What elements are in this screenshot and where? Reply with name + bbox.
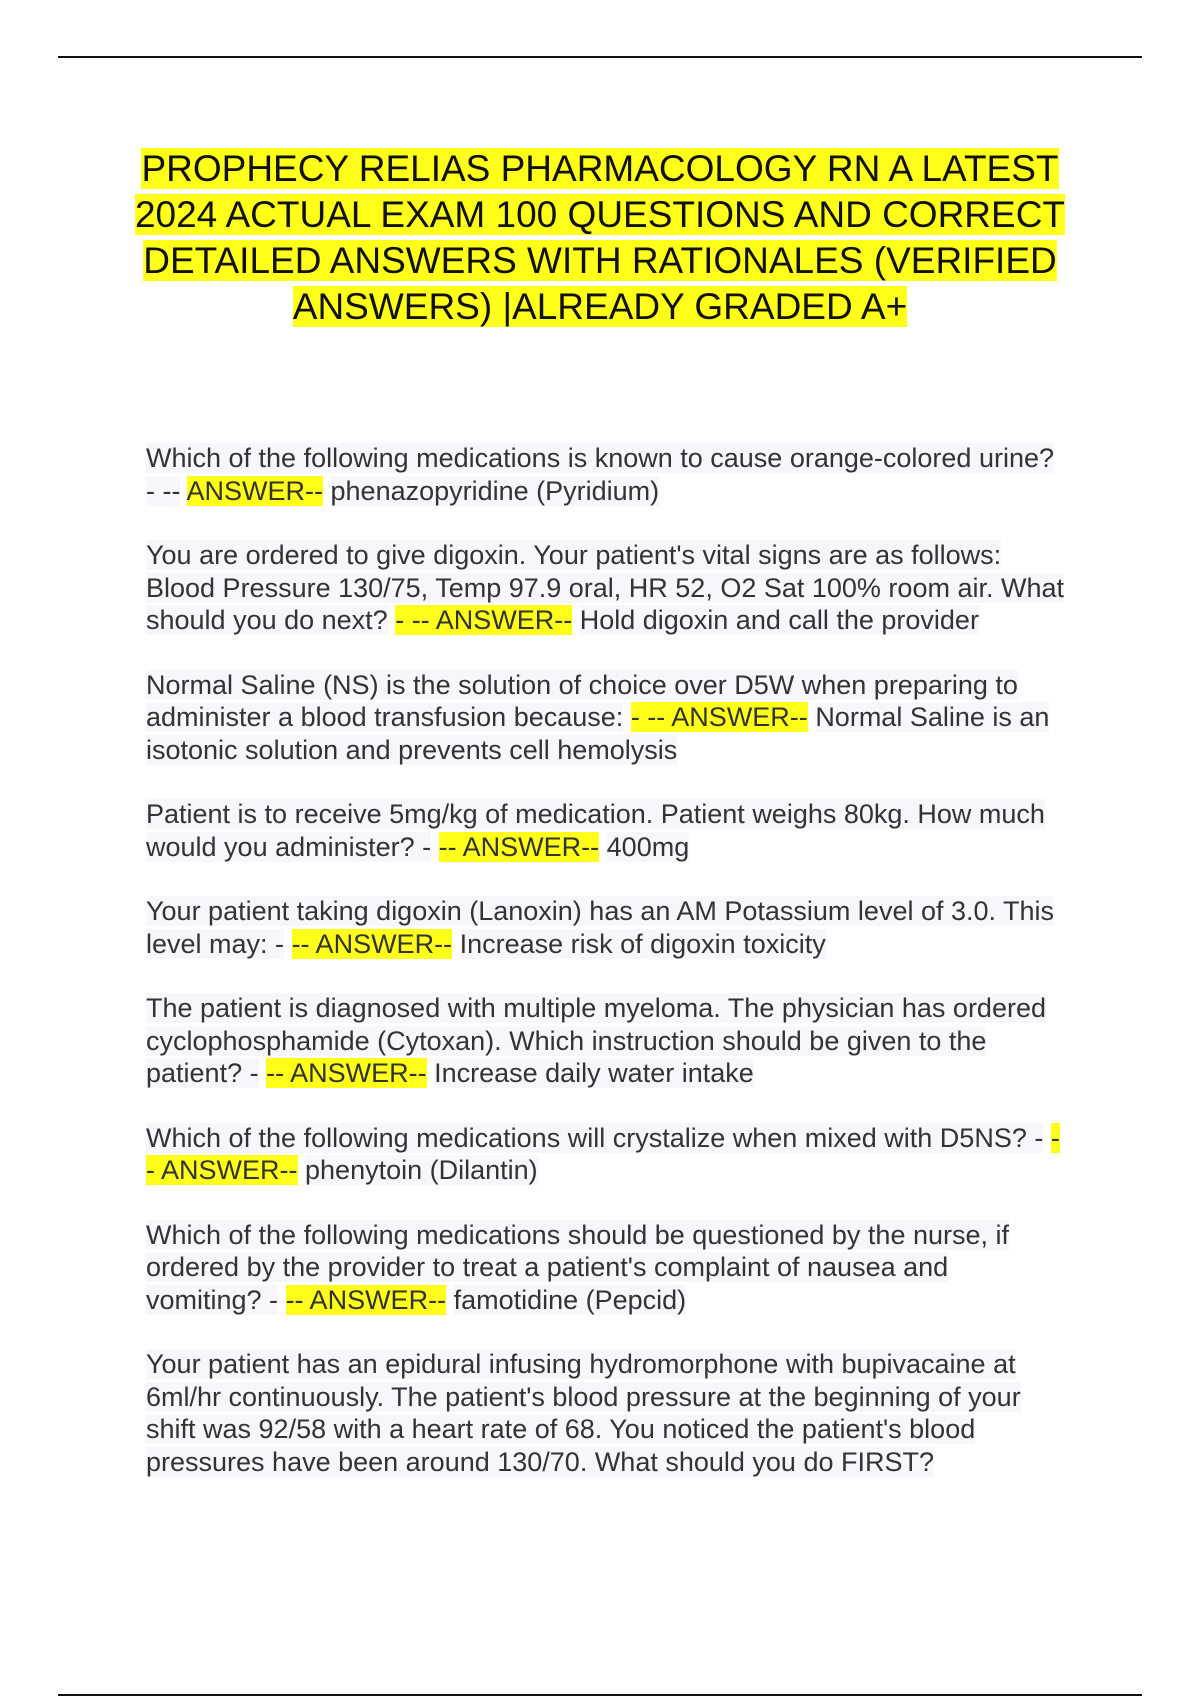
qa-item <box>146 539 1066 637</box>
question-text: Your patient taking digoxin (Lanoxin) has an AM Potassium level of 3.0. This level may: - <box>146 896 1055 959</box>
qa-item <box>146 1348 1066 1478</box>
document-title-text: PROPHECY RELIAS PHARMACOLOGY RN A LATEST 2024 ACTUAL EXAM 100 QUESTIONS AND CORRECT DETAILED ANSWERS WITH RATIONALES (VERIFIED ANSWERS) |ALREADY GRADED A+ <box>134 148 1066 327</box>
answer-text: 400mg <box>606 831 690 862</box>
answer-tag: - -- ANSWER-- <box>395 605 573 635</box>
qa-item <box>146 1219 1066 1317</box>
qa-item <box>146 895 1066 960</box>
answer-tag: ANSWER-- <box>186 475 323 506</box>
qa-list <box>146 442 1066 1510</box>
answer-text: phenazopyridine (Pyridium) <box>330 475 660 506</box>
question-text: Patient is to receive 5mg/kg of medication. Patient weighs 80kg. How much would you administer? - <box>146 799 1045 862</box>
question-text: You are ordered to give digoxin. Your patient's vital signs are as follows: Blood Pressure 130/75, Temp 97.9 oral, HR 52, O2 Sat 100% room air. What should you do next? <box>146 540 1064 635</box>
qa-item <box>146 798 1066 863</box>
answer-text: famotidine (Pepcid) <box>453 1284 687 1315</box>
header-rule <box>58 56 1142 58</box>
answer-text: Increase daily water intake <box>434 1058 754 1088</box>
document-title <box>120 146 1080 330</box>
question-text: Which of the following medications will crystalize when mixed with D5NS? - <box>146 1122 1044 1153</box>
answer-text: phenytoin (Dilantin) <box>305 1155 538 1185</box>
answer-text: Hold digoxin and call the provider <box>579 605 979 635</box>
question-text: Your patient has an epidural infusing hydromorphone with bupivacaine at 6ml/hr continuously. The patient's blood pressure at the beginning of your shift was 92/58 with a heart rate of 68. You noticed the patient's blood pressures have been around 130/70. What should you do FIRST? <box>146 1349 1021 1477</box>
qa-item <box>146 992 1066 1090</box>
answer-text: Normal Saline is an isotonic solution and prevents cell hemolysis <box>146 702 1050 765</box>
answer-tag: -- ANSWER-- <box>146 1122 1060 1185</box>
qa-item <box>146 669 1066 767</box>
question-text: Which of the following medications is known to cause orange-colored urine? - -- <box>146 443 1054 506</box>
answer-tag: -- ANSWER-- <box>438 831 600 862</box>
answer-text: Increase risk of digoxin toxicity <box>459 928 826 959</box>
qa-item <box>146 1122 1066 1187</box>
footer-rule <box>58 1694 1142 1696</box>
answer-tag: - -- ANSWER-- <box>630 702 808 732</box>
answer-tag: -- ANSWER-- <box>291 928 453 959</box>
answer-tag: -- ANSWER-- <box>285 1284 447 1315</box>
qa-item <box>146 442 1066 507</box>
question-text: Which of the following medications should be questioned by the nurse, if ordered by the provider to treat a patient's complaint of nausea and vomiting? - <box>146 1219 1010 1315</box>
answer-tag: -- ANSWER-- <box>266 1058 427 1088</box>
question-text: The patient is diagnosed with multiple myeloma. The physician has ordered cyclophosphamide (Cytoxan). Which instruction should be given to the patient? - <box>146 993 1046 1088</box>
question-text: Normal Saline (NS) is the solution of choice over D5W when preparing to administer a blood transfusion because: <box>146 669 1018 732</box>
